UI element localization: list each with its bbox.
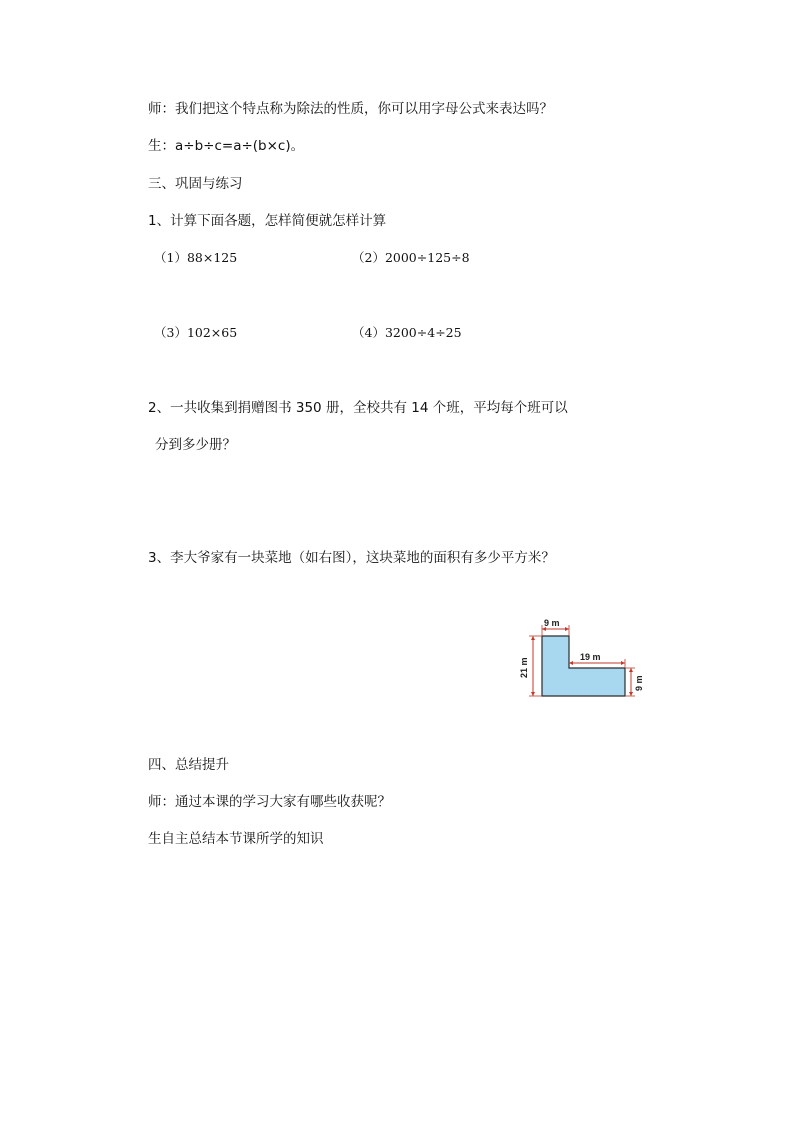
exercise-1-item-1: （1）88×125 [154,250,238,265]
right-width-label: 19 m [580,652,601,662]
vegetable-plot-figure [508,612,648,706]
right-height-label: 9 m [634,675,644,691]
student-summary: 生自主总结本节课所学的知识 [148,831,324,847]
l-shape-area [542,636,625,696]
exercise-1-title: 1、计算下面各题，怎样简便就怎样计算 [148,213,387,229]
teacher-summary-question: 师：通过本课的学习大家有哪些收获呢？ [148,794,391,810]
exercise-1-item-3: （3）102×65 [154,325,238,340]
exercise-2-line-1: 2、一共收集到捐赠图书 350 册，全校共有 14 个班，平均每个班可以 [148,400,568,416]
section-3-heading: 三、巩固与练习 [148,176,243,192]
exercise-1-item-4: （4）3200÷4÷25 [352,325,462,340]
left-height-label: 21 m [519,657,529,678]
exercise-1-item-2: （2）2000÷125÷8 [352,250,470,265]
student-answer: 生：a÷b÷c=a÷(b×c)。 [148,138,305,154]
exercise-3-question: 3、李大爷家有一块菜地（如右图），这块菜地的面积有多少平方米？ [148,550,555,566]
top-width-label: 9 m [544,618,560,628]
section-4-heading: 四、总结提升 [148,757,229,773]
teacher-question: 师：我们把这个特点称为除法的性质，你可以用字母公式来表达吗？ [148,101,553,117]
exercise-2-line-2: 分到多少册？ [155,437,236,453]
l-shape-diagram [508,612,648,706]
